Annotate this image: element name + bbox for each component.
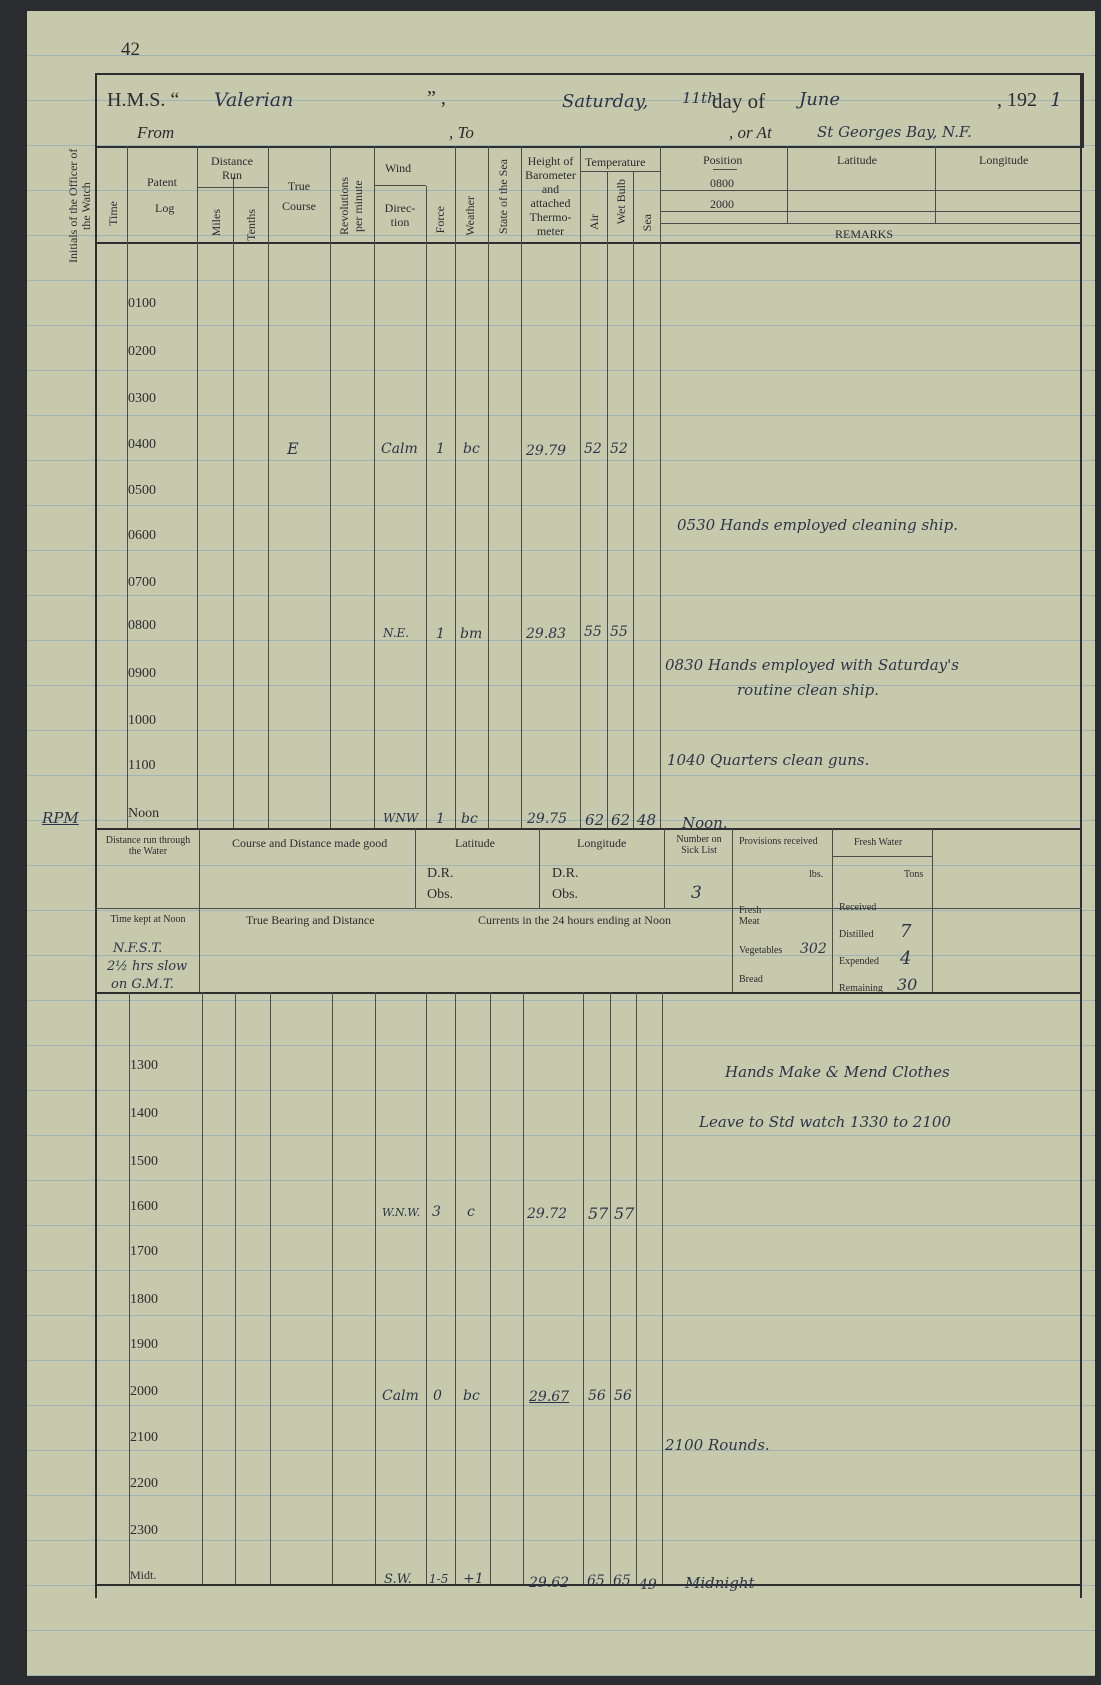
- barometer-0800: 29.83: [526, 626, 567, 642]
- sub-rule: [580, 171, 660, 172]
- location: St Georges Bay, N.F.: [817, 123, 972, 141]
- barometer-1600: 29.72: [527, 1206, 568, 1222]
- weather-0800: bm: [460, 626, 483, 642]
- header-bottom-rule: [95, 146, 1082, 148]
- summary-rule: [732, 828, 733, 992]
- remark-0530: 0530 Hands employed cleaning ship.: [677, 516, 958, 534]
- col-rule: [523, 992, 524, 1584]
- summary-rule: [832, 856, 932, 857]
- time-kept-zone: N.F.S.T.: [113, 941, 163, 956]
- col-wet-bulb: Wet Bulb: [614, 179, 628, 225]
- col-longitude: Longitude: [979, 153, 1029, 167]
- wind-force-2000: 0: [433, 1388, 442, 1404]
- received-label: Received: [839, 902, 877, 913]
- summary-mid-rule: [95, 908, 1082, 909]
- lat-obs-label: Obs.: [427, 887, 454, 902]
- officer-initials-label: Initials of the Officer of the Watch: [66, 148, 93, 264]
- course-0400: E: [287, 439, 299, 458]
- sub-rule: [374, 185, 426, 186]
- time-kept-label: Time kept at Noon: [110, 914, 186, 925]
- barometer-noon: 29.75: [527, 811, 568, 827]
- time-label: 1000: [128, 713, 156, 728]
- remark-0830-b: routine clean ship.: [737, 681, 879, 699]
- summary-bottom-rule: [95, 992, 1082, 994]
- remark-midnight: Midnight: [685, 1574, 755, 1592]
- air-midt: 65: [587, 1573, 605, 1589]
- col-rule: [202, 992, 203, 1584]
- summary-rule: [832, 828, 833, 992]
- col-rule: [197, 146, 198, 828]
- col-distance-run: Distance Run: [211, 154, 253, 182]
- remark-noon: Noon.: [682, 814, 728, 832]
- weather-noon: bc: [461, 811, 478, 827]
- time-label: 2300: [130, 1523, 158, 1538]
- col-state-of-sea: State of the Sea: [496, 159, 510, 234]
- remark-pm-make-mend: Hands Make & Mend Clothes: [725, 1063, 950, 1081]
- sick-list-count: 3: [691, 883, 702, 903]
- barometer-midt: 29.62: [529, 1575, 570, 1591]
- time-label: Noon: [128, 806, 160, 821]
- col-rule: [270, 992, 271, 1584]
- close-quote: ” ,: [427, 87, 446, 109]
- col-rule: [332, 992, 333, 1584]
- position-dash: [713, 169, 737, 170]
- time-label: 0300: [128, 391, 156, 406]
- year-suffix: 1: [1050, 89, 1063, 111]
- weekday: Saturday,: [562, 91, 649, 112]
- col-revolutions: Revolutions per minute: [337, 177, 365, 236]
- sub-rule: [197, 187, 268, 188]
- outer-right-rule: [1080, 73, 1082, 1598]
- air-noon: 62: [585, 811, 605, 829]
- position-0800: 0800: [710, 176, 734, 190]
- wet-2000: 56: [614, 1388, 632, 1404]
- col-rule: [455, 146, 456, 828]
- time-label: 1600: [130, 1199, 158, 1214]
- expended-value: 4: [900, 948, 912, 969]
- col-force: Force: [433, 206, 447, 234]
- wind-dir-2000: Calm: [382, 1388, 419, 1404]
- col-time: Time: [106, 201, 120, 226]
- sea-midt: 49: [639, 1577, 657, 1593]
- sick-list-label: Number on Sick List: [676, 834, 722, 856]
- ship-name: Valerian: [214, 89, 294, 111]
- barometer-2000: 29.67: [529, 1389, 570, 1405]
- lon-obs-label: Obs.: [552, 887, 579, 902]
- time-label: 0400: [128, 437, 156, 452]
- lbs-label: lbs.: [809, 869, 824, 880]
- time-label: 1300: [130, 1058, 158, 1073]
- wind-dir-0800: N.E.: [383, 626, 410, 640]
- distilled-label: Distilled: [839, 929, 874, 940]
- col-weather: Weather: [463, 196, 477, 236]
- summary-rule: [199, 828, 200, 992]
- remark-0830-a: 0830 Hands employed with Saturday's: [665, 656, 959, 674]
- fresh-water-label: Fresh Water: [854, 837, 903, 848]
- col-rule: [490, 992, 491, 1584]
- col-rule: [662, 992, 663, 1584]
- time-label: 0900: [128, 666, 156, 681]
- time-label: 0500: [128, 483, 156, 498]
- weather-0400: bc: [463, 441, 480, 457]
- remaining-label: Remaining: [839, 983, 883, 994]
- col-air: Air: [587, 214, 601, 230]
- day-of-label: day of: [712, 89, 766, 113]
- provisions-label: Provisions received: [739, 836, 818, 847]
- time-label: 2100: [130, 1430, 158, 1445]
- outer-left-rule: [95, 73, 97, 1598]
- position-2000: 2000: [710, 197, 734, 211]
- weather-midt: +1: [463, 1571, 484, 1587]
- col-rule: [583, 992, 584, 1584]
- wet-0400: 52: [610, 441, 628, 457]
- remark-1040: 1040 Quarters clean guns.: [667, 751, 870, 769]
- col-rule: [610, 992, 611, 1584]
- air-1600: 57: [588, 1204, 609, 1223]
- time-label: 0700: [128, 575, 156, 590]
- col-rule: [235, 992, 236, 1584]
- wind-dir-midt: S.W.: [384, 1572, 412, 1587]
- currents-label: Currents in the 24 hours ending at Noon: [478, 913, 671, 927]
- time-label: 0100: [128, 296, 156, 311]
- vegetables-value: 302: [800, 941, 827, 957]
- distilled-value: 7: [900, 921, 912, 942]
- time-label: 2000: [130, 1384, 158, 1399]
- from-label: From: [137, 123, 175, 142]
- col-wind: Wind: [385, 161, 412, 175]
- col-tenths: Tenths: [244, 209, 258, 241]
- expended-label: Expended: [839, 956, 879, 967]
- col-rule: [521, 146, 522, 828]
- time-label: 1900: [130, 1337, 158, 1352]
- wet-noon: 62: [611, 811, 631, 829]
- remaining-value: 30: [897, 975, 918, 994]
- wind-dir-noon: WNW: [383, 811, 419, 825]
- air-0400: 52: [584, 441, 602, 457]
- officer-initials: RPM: [42, 809, 79, 827]
- true-bearing-label: True Bearing and Distance: [246, 913, 375, 927]
- wet-midt: 65: [613, 1573, 631, 1589]
- col-barometer: Height of Barometer and attached Thermo- meter: [525, 154, 576, 238]
- month: June: [799, 89, 841, 110]
- to-label: , To: [449, 123, 474, 142]
- col-rule: [129, 992, 130, 1584]
- weather-1600: c: [467, 1204, 475, 1220]
- wind-dir-1600: W.N.W.: [382, 1206, 421, 1219]
- air-2000: 56: [588, 1388, 606, 1404]
- time-label: 0600: [128, 528, 156, 543]
- time-label: 1800: [130, 1292, 158, 1307]
- time-label: 1500: [130, 1154, 158, 1169]
- wet-1600: 57: [614, 1204, 635, 1223]
- col-rule: [426, 186, 427, 828]
- col-rule: [636, 992, 637, 1584]
- col-rule: [374, 146, 375, 828]
- time-label: Midt.: [130, 1568, 157, 1582]
- time-label: 1400: [130, 1106, 158, 1121]
- sub-rule: [660, 223, 1080, 224]
- col-rule: [580, 146, 581, 828]
- col-rule: [330, 146, 331, 828]
- summary-rule: [539, 828, 540, 908]
- year-prefix: , 192: [997, 89, 1037, 111]
- page-number: 42: [121, 39, 140, 60]
- summary-latitude-label: Latitude: [455, 836, 495, 850]
- col-rule: [660, 146, 661, 828]
- lat-dr-label: D.R.: [427, 866, 454, 881]
- col-true-course: True Course: [282, 179, 316, 213]
- wind-force-0400: 1: [436, 441, 445, 457]
- sea-noon: 48: [637, 811, 657, 829]
- col-rule: [268, 146, 269, 828]
- col-rule: [607, 171, 608, 828]
- hms-label: H.M.S. “: [107, 89, 180, 111]
- log-page: [27, 11, 1095, 1676]
- col-rule: [455, 992, 456, 1584]
- col-position: Position: [703, 153, 743, 167]
- summary-rule: [932, 828, 933, 992]
- col-log: Log: [155, 201, 175, 215]
- time-label: 0800: [128, 618, 156, 633]
- col-rule: [375, 992, 376, 1584]
- wind-force-midt: 1-5: [429, 1572, 449, 1586]
- day-number: 11th: [682, 89, 717, 107]
- col-sea: Sea: [640, 214, 654, 232]
- col-temperature: Temperature: [585, 155, 646, 169]
- vegetables-label: Vegetables: [739, 945, 783, 956]
- or-at-label: , or At: [729, 123, 772, 142]
- time-label: 2200: [130, 1476, 158, 1491]
- barometer-0400: 29.79: [526, 443, 567, 459]
- remark-2100: 2100 Rounds.: [665, 1436, 770, 1454]
- col-direction: Direc- tion: [384, 201, 416, 229]
- sub-rule: [660, 211, 1080, 212]
- sub-rule: [660, 190, 1080, 191]
- summary-rule: [415, 828, 416, 908]
- remark-pm-leave: Leave to Std watch 1330 to 2100: [699, 1113, 951, 1131]
- col-rule: [633, 171, 634, 828]
- col-rule: [426, 992, 427, 1584]
- wind-force-1600: 3: [432, 1204, 441, 1220]
- summary-rule: [664, 828, 665, 908]
- time-kept-ref: on G.M.T.: [111, 977, 174, 992]
- time-label: 0200: [128, 344, 156, 359]
- course-distance-label: Course and Distance made good: [232, 836, 388, 850]
- col-rule: [233, 177, 234, 828]
- wind-dir-0400: Calm: [381, 441, 418, 457]
- col-patent: Patent: [147, 175, 177, 189]
- fresh-meat-label: Fresh Meat: [739, 905, 762, 927]
- wet-0800: 55: [610, 624, 628, 640]
- col-rule: [488, 146, 489, 828]
- col-latitude: Latitude: [837, 153, 877, 167]
- bread-label: Bread: [739, 974, 763, 985]
- lon-dr-label: D.R.: [552, 866, 579, 881]
- tons-label: Tons: [904, 869, 924, 880]
- col-miles: Miles: [209, 209, 223, 237]
- summary-longitude-label: Longitude: [577, 836, 627, 850]
- time-kept-offset: 2½ hrs slow: [107, 959, 188, 974]
- air-0800: 55: [584, 624, 602, 640]
- column-header-rule: [95, 242, 1082, 244]
- wind-force-noon: 1: [436, 811, 445, 827]
- dist-through-water-label: Distance run through the Water: [105, 835, 191, 857]
- weather-2000: bc: [463, 1388, 480, 1404]
- time-label: 1100: [128, 758, 156, 773]
- col-remarks: REMARKS: [835, 227, 894, 241]
- wind-force-0800: 1: [436, 626, 445, 642]
- time-label: 1700: [130, 1244, 158, 1259]
